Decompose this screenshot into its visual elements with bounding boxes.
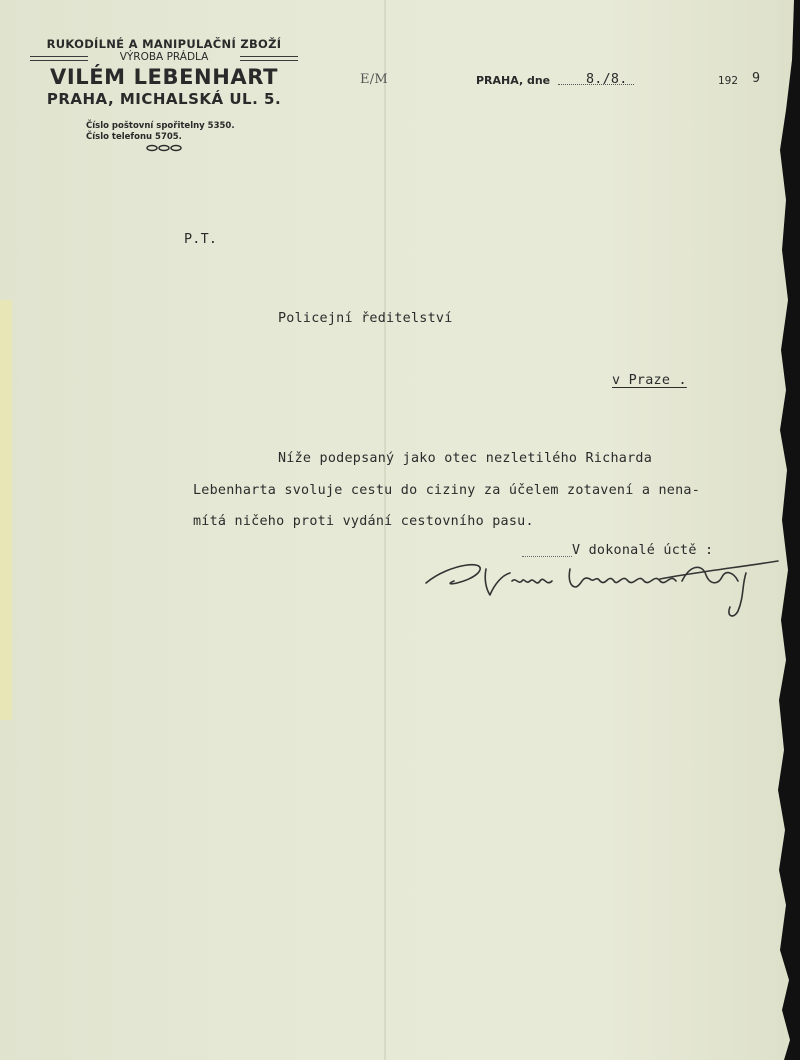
body-line-2: Lebenharta svoluje cestu do ciziny za účelem zotavení a nena- bbox=[193, 483, 701, 498]
date-value: 8./8. bbox=[586, 72, 628, 87]
letterhead-ornament-icon bbox=[146, 144, 182, 152]
body-line-1: Níže podepsaný jako otec nezletilého Richarda bbox=[278, 451, 653, 466]
salutation: P.T. bbox=[184, 232, 218, 247]
closing-phrase: V dokonalé úctě : bbox=[572, 543, 714, 558]
letterhead-line2-text: VÝROBA PRÁDLA bbox=[116, 51, 213, 63]
handwritten-signature bbox=[420, 555, 785, 625]
torn-right-edge bbox=[770, 0, 800, 1060]
year-prefix: 192 bbox=[718, 75, 739, 87]
paper-stain bbox=[0, 300, 12, 720]
reference-code: E/M bbox=[360, 72, 388, 87]
body-line-3: mítá ničeho proti vydání cestovního pasu. bbox=[193, 514, 534, 529]
letterhead-line2 bbox=[30, 51, 298, 63]
letterhead-postal-account: Číslo poštovní spořitelny 5350. bbox=[86, 121, 235, 131]
year-suffix: 9 bbox=[752, 71, 761, 86]
addressee-city: v Praze . bbox=[612, 373, 687, 388]
addressee: Policejní ředitelství bbox=[278, 311, 453, 326]
letterhead-company-name: VILÉM LEBENHART bbox=[49, 65, 279, 89]
letterhead-phone: Číslo telefonu 5705. bbox=[86, 132, 182, 142]
paper-fold bbox=[384, 0, 386, 1060]
letterhead-line1: RUKODÍLNÉ A MANIPULAČNÍ ZBOŽÍ bbox=[46, 37, 282, 51]
date-place-label: PRAHA, dne bbox=[476, 74, 551, 87]
letterhead-address: PRAHA, MICHALSKÁ UL. 5. bbox=[46, 90, 282, 108]
